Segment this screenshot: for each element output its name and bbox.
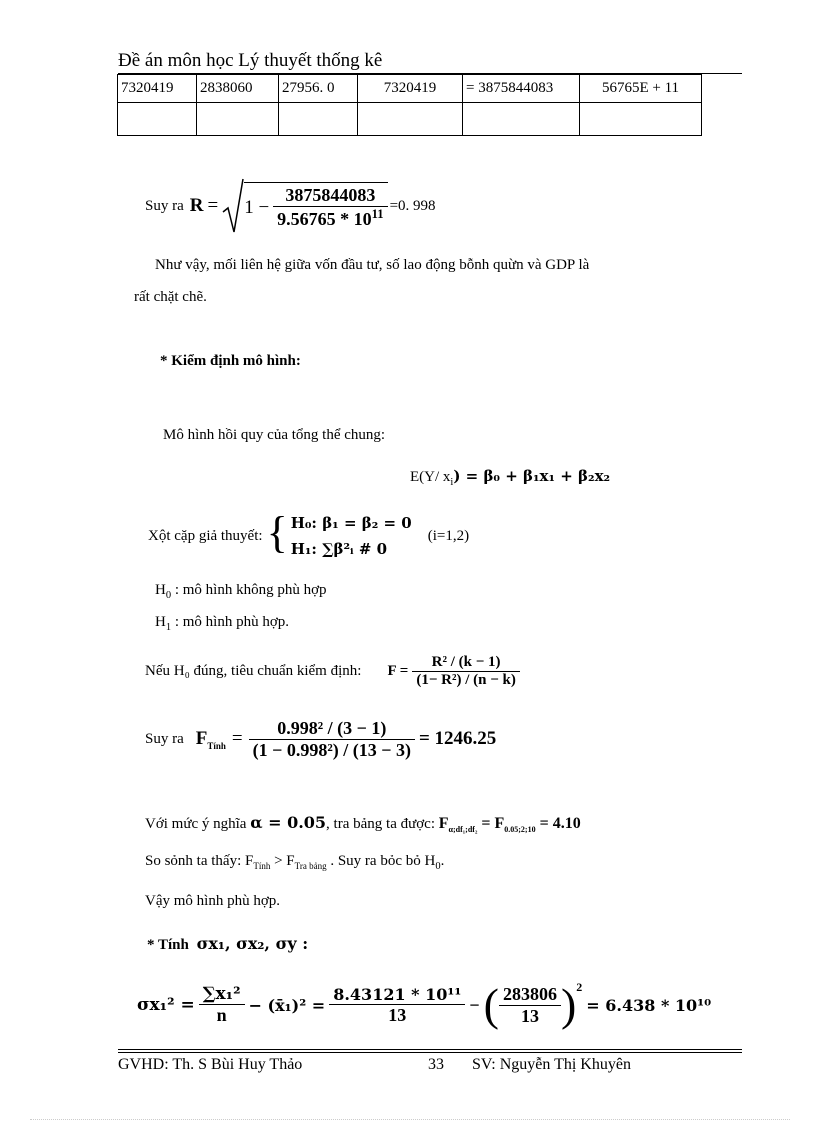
- h0-description: [155, 582, 327, 601]
- r-fraction: [273, 185, 387, 230]
- sigma-sum-num: ∑x₁²: [199, 984, 245, 1005]
- table-row: [118, 75, 702, 103]
- section-heading-sigma: [147, 934, 308, 954]
- f-calc-denominator: (1 − 0.998²) / (13 − 3): [252, 739, 411, 760]
- alpha-text-2: , tra bảng ta được:: [326, 816, 435, 832]
- f-calc-result: = 1246.25: [418, 728, 497, 749]
- r-equals: =: [207, 195, 219, 216]
- r-numerator: 3875844083: [273, 185, 387, 207]
- curly-brace-icon: {: [266, 508, 288, 557]
- sigma-minus: −: [469, 994, 480, 1015]
- test-fraction: [412, 654, 520, 689]
- table-cell: = 3875844083: [463, 75, 580, 103]
- r-prefix: Suy ra: [145, 197, 184, 214]
- f-calc-sub: Tính: [207, 740, 226, 751]
- sigma-sum-den: n: [216, 1005, 227, 1025]
- sigma-paren-fraction: [499, 984, 561, 1027]
- right-paren-icon: ): [560, 979, 577, 1030]
- r-denominator: [273, 207, 387, 230]
- sigma-value-fraction: [329, 985, 465, 1026]
- h1-text: : mô hình phù hợp.: [171, 614, 290, 630]
- equation-rest: ) = β₀ + β₁x₁ + β₂x₂: [453, 467, 611, 485]
- sigma-paren-num: 283806: [499, 984, 561, 1006]
- r-den-base: 9.56765 * 10: [277, 209, 372, 229]
- section-heading-model-test: * Kiểm định mô hình:: [160, 353, 301, 369]
- table-row: [118, 103, 702, 136]
- table-cell: 2838060: [197, 75, 279, 103]
- h1-sub: 1: [165, 622, 172, 633]
- f-calc-equals: =: [231, 728, 243, 749]
- test-denominator: (1− R²) / (n − k): [416, 671, 516, 688]
- test-f: F =: [387, 662, 409, 679]
- sigma-paren-den: 13: [520, 1005, 539, 1026]
- table-cell: 7320419: [358, 75, 463, 103]
- f-table-f: F: [438, 815, 449, 832]
- equation-sub-i: i: [450, 477, 454, 488]
- footer-page-number: 33: [428, 1056, 444, 1073]
- f-calculation: [145, 710, 496, 768]
- footer-student: SV: Nguyễn Thị Khuyên: [472, 1056, 631, 1073]
- compare-line: [145, 853, 444, 872]
- sigma-val-num: 8.43121 * 10¹¹: [329, 985, 465, 1005]
- hypothesis-range: (i=1,2): [427, 527, 470, 544]
- f-calc-f: F: [195, 727, 208, 749]
- h0-text: : mô hình không phù hợp: [171, 582, 327, 598]
- alpha-text-1: Với mức ý nghĩa: [145, 816, 247, 832]
- h0-label: H: [155, 582, 166, 598]
- table-cell: [118, 103, 197, 136]
- sigma-val-den: 13: [388, 1004, 407, 1025]
- r-result: =0. 998: [389, 197, 436, 214]
- data-table: [117, 74, 702, 136]
- sigma-minus-mean: − (x̄₁)² =: [248, 995, 326, 1015]
- compare-sub-3: 0: [435, 861, 441, 872]
- table-cell: 56765E + 11: [580, 75, 702, 103]
- footer-advisor: GVHD: Th. S Bùi Huy Thảo: [118, 1056, 303, 1073]
- f-calc-fraction: [249, 718, 415, 761]
- compare-text-2: > F: [270, 853, 295, 869]
- h0-sub: 0: [165, 590, 172, 601]
- compare-text-4: .: [440, 853, 445, 869]
- sigma-sum-fraction: [199, 984, 245, 1026]
- f-table-eq: = F: [481, 815, 505, 832]
- f-table-value: = 4.10: [539, 815, 581, 832]
- h1-description: [155, 614, 289, 633]
- paragraph-line-1: Như vậy, mối liên hệ giữa vốn đầu tư, số lao động bỗnh quừn và GDP là: [155, 257, 590, 273]
- test-statistic: [145, 648, 520, 694]
- table-cell: [463, 103, 580, 136]
- sqrt-content: [244, 182, 387, 230]
- hypothesis-lines: [291, 510, 412, 562]
- paren-exponent: 2: [576, 980, 583, 994]
- sigma-formula: [137, 974, 711, 1036]
- equation-left: E(Y/ x: [410, 469, 451, 485]
- f-calc-var: [196, 728, 226, 751]
- hypothesis-h0: H₀: β₁ = β₂ = 0: [290, 514, 412, 532]
- f-table-sub: α;df₁;df₂: [448, 825, 478, 835]
- conclusion: Vậy mô hình phù hợp.: [145, 893, 281, 909]
- model-equation: [410, 467, 610, 488]
- sqrt-sign-icon: [222, 178, 244, 234]
- footer-rule: [118, 1049, 742, 1050]
- r-den-exp: 11: [371, 207, 384, 221]
- f-val-sub: 0.05;2;10: [504, 825, 536, 835]
- hypothesis-h1: H₁: ∑β²ᵢ # 0: [290, 540, 388, 558]
- alpha-value: α = 0.05: [250, 813, 327, 832]
- compare-text-1: So sỏnh ta thấy: F: [145, 853, 254, 869]
- f-calc-prefix: Suy ra: [145, 730, 184, 747]
- test-numerator: R² / (k − 1): [412, 654, 520, 672]
- hypothesis-block: [148, 506, 469, 566]
- compare-text-3: . Suy ra bỏc bỏ H: [326, 853, 436, 869]
- h1-label: H: [155, 614, 166, 630]
- table-cell: 27956. 0: [279, 75, 358, 103]
- table-cell: [197, 103, 279, 136]
- f-table-expr: [438, 815, 581, 835]
- model-intro: Mô hình hồi quy của tổng thể chung:: [163, 427, 386, 443]
- one-minus: 1 −: [244, 196, 270, 218]
- alpha-line: [145, 813, 581, 834]
- footer-rule: [118, 1052, 742, 1053]
- section2-vars: σx₁, σx₂, σy :: [196, 934, 309, 953]
- table-cell: [580, 103, 702, 136]
- sigma-left: σx₁² =: [137, 995, 195, 1015]
- hypothesis-label: Xột cặp giả thuyết:: [148, 527, 263, 544]
- sigma-result: = 6.438 * 10¹⁰: [586, 995, 712, 1015]
- section2-prefix: * Tính: [147, 937, 189, 953]
- left-paren-icon: (: [483, 979, 499, 1030]
- r-formula: [145, 178, 436, 234]
- paragraph-line-2: rất chặt chẽ.: [134, 289, 207, 305]
- table-cell: [279, 103, 358, 136]
- r-var: R: [189, 195, 204, 216]
- table-cell: 7320419: [118, 75, 197, 103]
- test-text: Nếu H₀ đúng, tiêu chuẩn kiểm định:: [145, 662, 362, 679]
- f-calc-numerator: 0.998² / (3 − 1): [249, 718, 415, 740]
- page-header-title: Đề án môn học Lý thuyết thống kê: [118, 50, 383, 71]
- compare-sub-1: Tính: [253, 861, 271, 871]
- compare-sub-2: Tra bảng: [294, 861, 327, 871]
- page-edge-dots: [30, 1119, 790, 1120]
- table-cell: [358, 103, 463, 136]
